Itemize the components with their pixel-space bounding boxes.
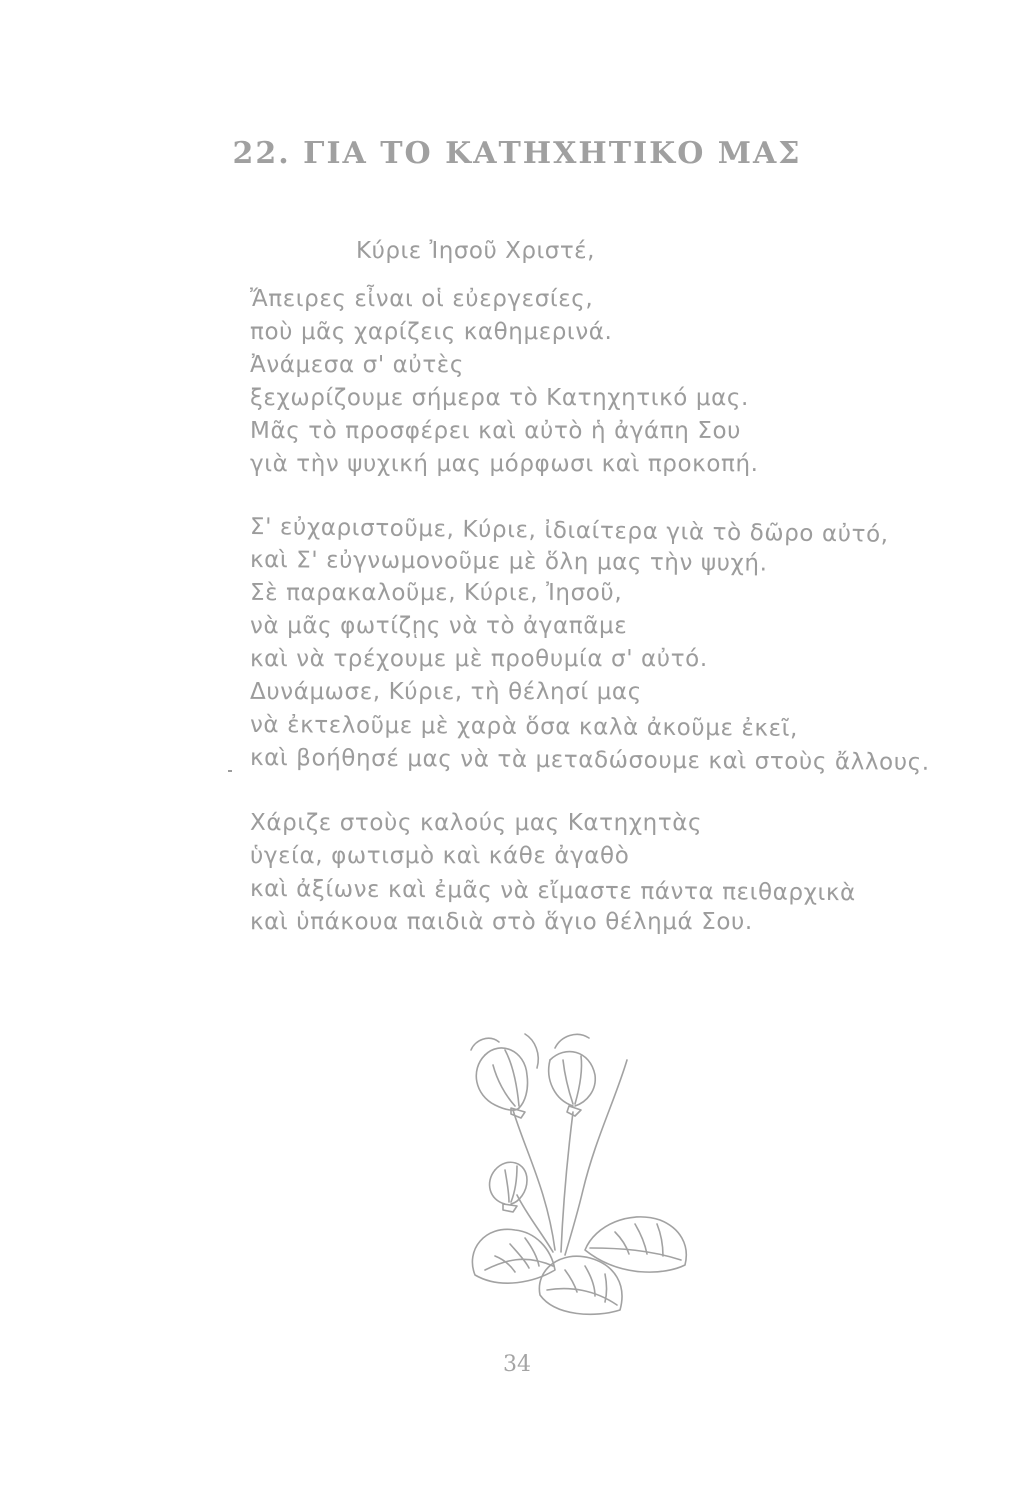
margin-mark <box>228 770 232 772</box>
stanza-line: γιὰ τὴν ψυχική μας μόρφωσι καὶ προκοπή. <box>250 451 759 477</box>
stanza-line: Δυνάμωσε, Κύριε, τὴ θέλησί μας <box>250 679 642 705</box>
cyclamen-illustration <box>455 1020 700 1320</box>
stanza-line: Ἄπειρες εἶναι οἱ εὐεργεσίες, <box>250 286 594 312</box>
stanza-line: καὶ Σ' εὐγνωμονοῦμε μὲ ὅλη μας τὴν ψυχή. <box>249 547 768 577</box>
stanza-line: Μᾶς τὸ προσφέρει καὶ αὐτὸ ἡ ἀγάπη Σου <box>250 418 742 444</box>
stanza-line: καὶ βοήθησέ μας νὰ τὰ μεταδώσουμε καὶ στοὺς ἄλλους. <box>249 745 930 776</box>
stanza-line: καὶ ὑπάκουα παιδιὰ στὸ ἅγιο θέλημά Σου. <box>250 909 753 935</box>
stanza-line: καὶ νὰ τρέχουμε μὲ προθυμία σ' αὐτό. <box>250 646 708 672</box>
stanza-line: νὰ μᾶς φωτίζῃς νὰ τὸ ἀγαπᾶμε <box>250 613 628 639</box>
stanza-line: Σ' εὐχαριστοῦμε, Κύριε, ἰδιαίτερα γιὰ τὸ δῶρο αὐτό, <box>249 514 889 548</box>
stanza-line: Ἀνάμεσα σ' αὐτὲς <box>250 352 464 378</box>
stanza-line: Χάριζε στοὺς καλούς μας Κατηχητὰς <box>250 810 703 836</box>
stanza-line: καὶ ἀξίωνε καὶ ἐμᾶς νὰ εἴμαστε πάντα πειθαρχικὰ <box>249 876 856 907</box>
prayer-greeting: Κύριε Ἰησοῦ Χριστέ, <box>356 238 595 264</box>
stanza-line: Σὲ παρακαλοῦμε, Κύριε, Ἰησοῦ, <box>250 580 623 606</box>
stanza-line: ξεχωρίζουμε σήμερα τὸ Κατηχητικό μας. <box>250 385 749 411</box>
page-title: 22. ΓΙΑ ΤΟ ΚΑΤΗΧΗΤΙΚΟ ΜΑΣ <box>232 136 802 171</box>
stanza-line: ποὺ μᾶς χαρίζεις καθημερινά. <box>250 319 613 345</box>
stanza-line: ὑγεία, φωτισμὸ καὶ κάθε ἀγαθὸ <box>250 843 630 869</box>
stanza-3 <box>250 807 856 939</box>
stanza-line: νὰ ἐκτελοῦμε μὲ χαρὰ ὅσα καλὰ ἀκοῦμε ἐκεῖ, <box>249 712 799 742</box>
page-number: 34 <box>503 1352 531 1377</box>
stanza-2 <box>250 511 930 775</box>
stanza-1 <box>250 283 759 481</box>
